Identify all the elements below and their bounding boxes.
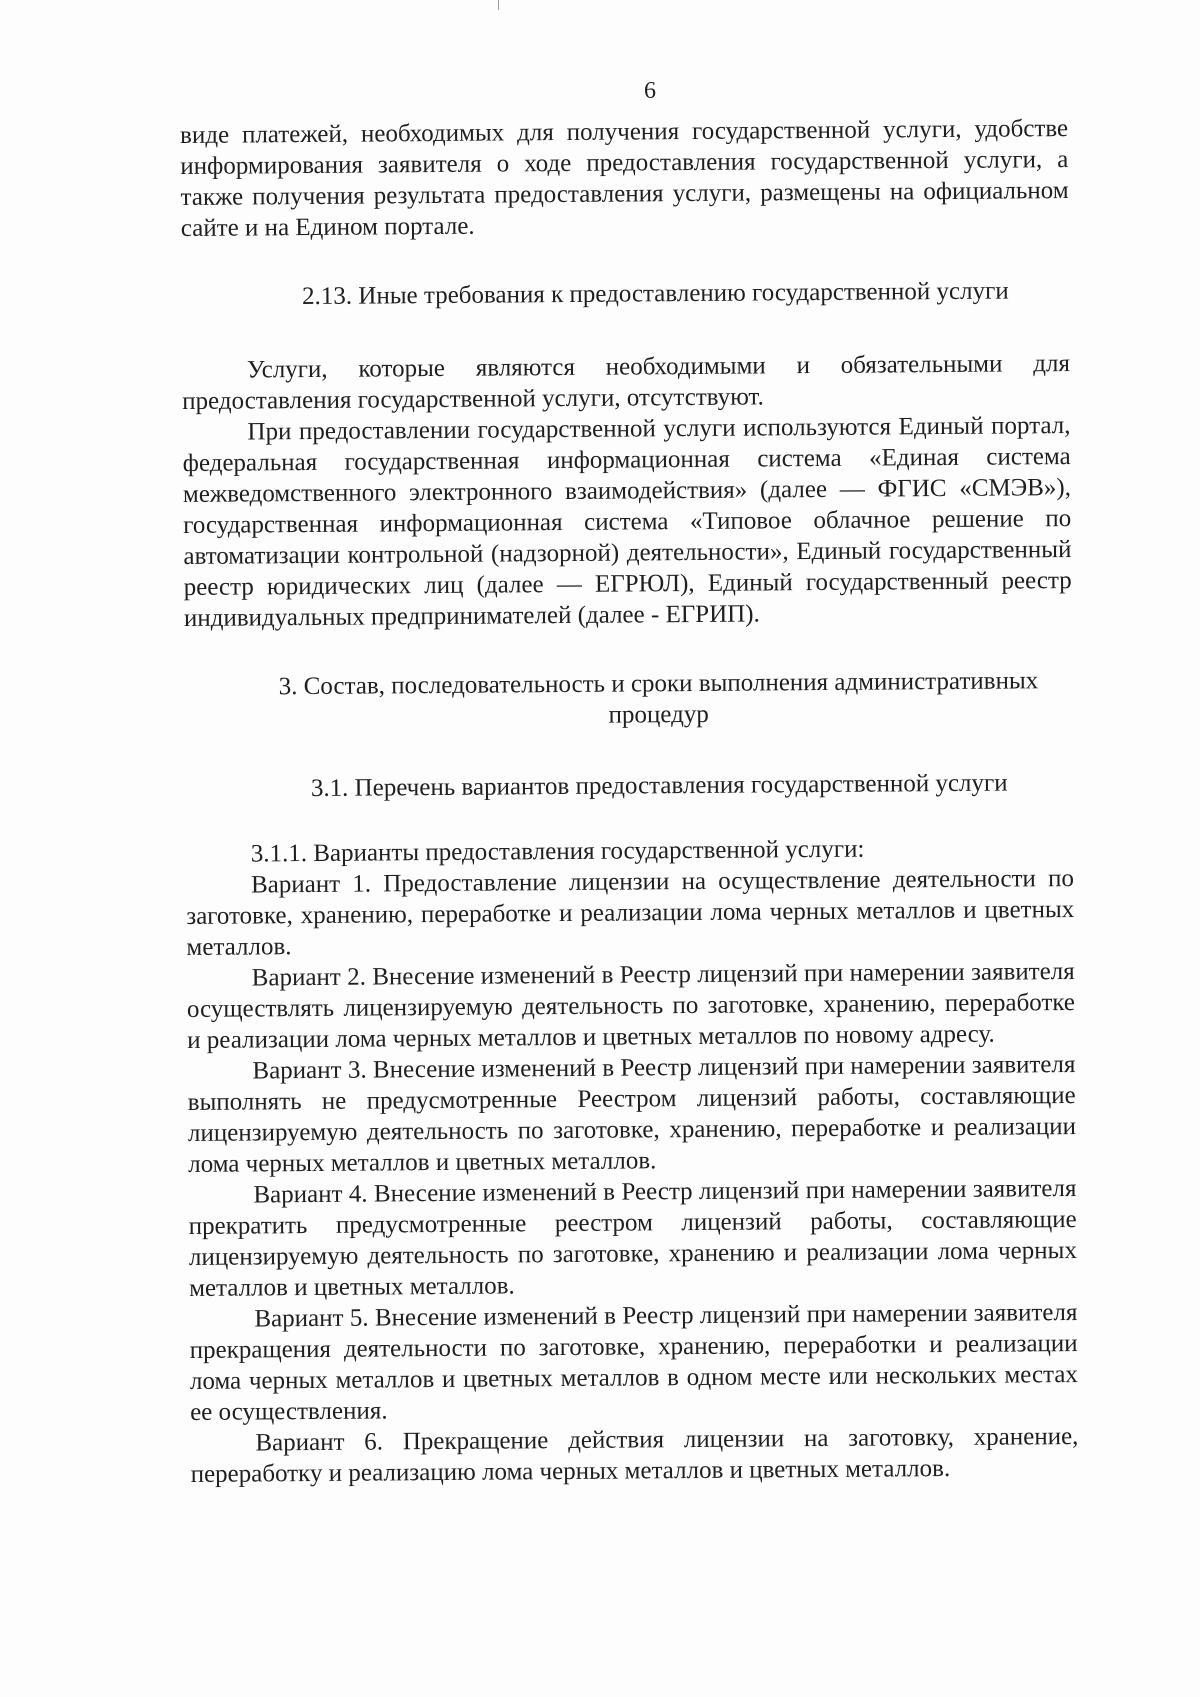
paragraph-variant-5: Вариант 5. Внесение изменений в Реестр лицензий при намерении заявителя прекращения деятельности по заготовке, хранению, переработки и реализации лома черных металлов и цветных металлов в одном месте или нескольких местах ее осуществления. [189, 1298, 1078, 1426]
paragraph-3-1-1: 3.1.1. Варианты предоставления государственной услуги: [250, 835, 865, 868]
paragraph-information-systems: При предоставлении государственной услуги используются Единый портал, федеральная государственная информационная система «Единая система межведомственного электронного взаимодействия» (далее — ФГИС «СМЭВ»), государственная информационная система «Типовое облачное решение по автоматизации контрольной (надзорной) деятельности», Единый государственный реестр юридических лиц (далее — ЕГРЮЛ), Единый государственный реестр индивидуальных предпринимателей (далее - ЕГРИП). [182, 412, 1072, 632]
paragraph-variant-1: Вариант 1. Предоставление лицензии на осуществление деятельности по заготовке, хранению, переработке и реализации лома черных металлов и цветных металлов. [186, 865, 1075, 961]
section-heading-2-13: 2.13. Иные требования к предоставлению государственной услуги [301, 277, 1009, 311]
paragraph-necessary-services: Услуги, которые являются необходимыми и обязательными для предоставления государственной услуги, отсутствуют. [182, 350, 1071, 415]
scan-artifact-mark [498, 0, 499, 10]
page-number: 6 [644, 78, 656, 104]
paragraph-payments-info: виде платежей, необходимых для получения государственной услуги, удобстве информирования заявителя о ходе предоставления государственной услуги, а также получения результата предоставления услуги, размещены на официальном сайте и на Едином портале. [180, 115, 1069, 242]
paragraph-variant-3: Вариант 3. Внесение изменений в Реестр лицензий при намерении заявителя выполнять не предусмотренные Реестром лицензий работы, составляющие лицензируемую деятельность по заготовке, хранению, переработке и реализации лома черных металлов и цветных металлов. [187, 1050, 1077, 1178]
paragraph-variant-4: Вариант 4. Внесение изменений в Реестр лицензий при намерении заявителя прекратить предусмотренные реестром лицензий работы, составляющие лицензируемую деятельность по заготовке, хранению и реализации лома черных металлов и цветных металлов. [188, 1174, 1078, 1302]
paragraph-variant-6: Вариант 6. Прекращение действия лицензии на заготовку, хранение, переработку и реализацию лома черных металлов и цветных металлов. [190, 1422, 1079, 1488]
document-body [180, 113, 1079, 1490]
section-heading-3-1: 3.1. Перечень вариантов предоставления государственной услуги [310, 769, 1008, 802]
paragraph-variant-2: Вариант 2. Внесение изменений в Реестр лицензий при намерении заявителя осуществлять лицензируемую деятельность по заготовке, хранению, переработке и реализации лома черных металлов и цветных металлов по новому адресу. [186, 957, 1076, 1054]
section-heading-3: 3. Состав, последовательность и сроки выполнения административных процедур [278, 667, 1039, 729]
